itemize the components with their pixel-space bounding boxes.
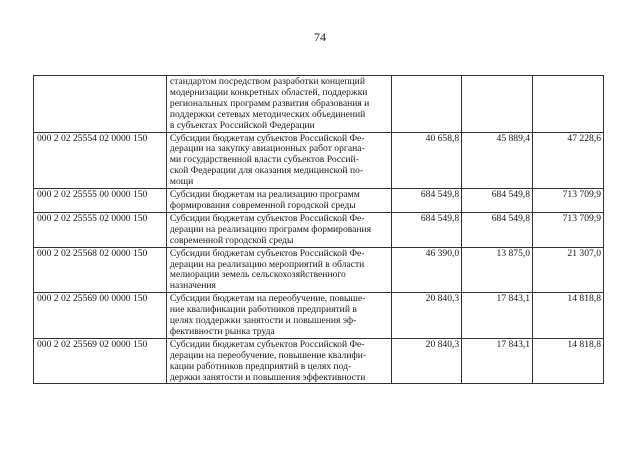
income-name-line: дерации на закупку авиационных работ органа- — [169, 143, 365, 155]
table-row — [34, 293, 604, 339]
income-name-line: ние квалификации работников предприятий в — [169, 304, 357, 316]
income-name-line: Субсидии бюджетам субъектов Российской Фе- — [169, 338, 365, 350]
budget-revenue-table — [33, 75, 604, 384]
income-name-line: формирования современной городской среды — [169, 199, 356, 211]
budget-code-cell: 000 2 02 25554 02 0000 150 — [34, 132, 167, 189]
amount-year-2-cell: 684 549,8 — [462, 212, 533, 247]
amount-year-1-cell: 46 390,0 — [392, 247, 462, 293]
income-name-line: кации работников предприятий в целях под- — [169, 360, 352, 372]
budget-code-cell: 000 2 02 25569 02 0000 150 — [34, 338, 167, 384]
table-row — [34, 76, 604, 133]
income-name-line: Субсидии бюджетам на реализацию программ — [169, 189, 360, 201]
income-name-line: дерации на переобучение, повышение квалифи- — [169, 349, 367, 361]
income-name-line: фективности рынка труда — [169, 325, 275, 337]
budget-code-cell: 000 2 02 25569 00 0000 150 — [34, 293, 167, 339]
amount-year-1-cell: 20 840,3 — [392, 293, 462, 339]
income-name-line: в субъектах Российской Федерации — [169, 119, 315, 131]
income-name-cell — [166, 212, 391, 247]
income-name-line: целях поддержки занятости и повышения эф- — [169, 315, 357, 327]
amount-year-1-cell: 20 840,3 — [392, 338, 462, 384]
income-name-line: ской Федерации для оказания медицинской по- — [169, 165, 364, 177]
amount-year-1-cell: 40 658,8 — [392, 132, 462, 189]
amount-year-3-cell: 713 709,9 — [533, 189, 604, 213]
amount-year-3-cell: 47 228,6 — [533, 132, 604, 189]
income-name-line: держки занятости и повышения эффективности — [169, 371, 366, 383]
income-name-line: стандартом посредством разработки концепций — [169, 76, 365, 87]
income-name-line: региональных программ развития образования и — [169, 97, 370, 109]
amount-year-2-cell: 17 843,1 — [462, 338, 533, 384]
amount-year-3-cell: 21 307,0 — [533, 247, 604, 293]
income-name-cell — [166, 76, 391, 133]
income-name-cell — [166, 189, 391, 213]
amount-year-1-cell — [392, 76, 462, 133]
amount-year-2-cell: 45 889,4 — [462, 132, 533, 189]
amount-year-3-cell: 14 818,8 — [533, 338, 604, 384]
amount-year-3-cell — [533, 76, 604, 133]
income-name-line: Субсидии бюджетам субъектов Российской Фе- — [169, 247, 365, 259]
amount-year-2-cell: 17 843,1 — [462, 293, 533, 339]
amount-year-3-cell: 713 709,9 — [533, 212, 604, 247]
income-name-line: дерации на реализацию мероприятий в области — [169, 258, 365, 270]
income-name-cell — [166, 293, 391, 339]
table-row — [34, 247, 604, 293]
income-name-line: поддержки сетевых методических объединений — [169, 108, 366, 120]
amount-year-2-cell: 13 875,0 — [462, 247, 533, 293]
income-name-line: мощи — [169, 176, 194, 188]
income-name-line: модернизации конкретных областей, поддержки — [169, 86, 368, 98]
amount-year-2-cell — [462, 76, 533, 133]
amount-year-1-cell: 684 549,8 — [392, 189, 462, 213]
income-name-line: современной городской среды — [169, 234, 294, 246]
income-name-cell — [166, 338, 391, 384]
budget-code-cell: 000 2 02 25555 00 0000 150 — [34, 189, 167, 213]
budget-code-cell: 000 2 02 25568 02 0000 150 — [34, 247, 167, 293]
table-body — [34, 76, 604, 384]
income-name-cell — [166, 247, 391, 293]
income-name-line: Субсидии бюджетам на переобучение, повыше- — [169, 293, 366, 305]
income-name-line: Субсидии бюджетам субъектов Российской Фе- — [169, 132, 365, 144]
budget-code-cell: 000 2 02 25555 02 0000 150 — [34, 212, 167, 247]
table-row — [34, 212, 604, 247]
budget-code-cell — [34, 76, 167, 133]
amount-year-2-cell: 684 549,8 — [462, 189, 533, 213]
amount-year-3-cell: 14 818,8 — [533, 293, 604, 339]
table-row — [34, 189, 604, 213]
income-name-line: дерации на реализацию программ формирования — [169, 223, 372, 235]
table-row — [34, 338, 604, 384]
income-name-line: ми государственной власти субъектов Россий- — [169, 154, 359, 166]
page-number: 74 — [314, 30, 326, 44]
income-name-line: Субсидии бюджетам субъектов Российской Фе- — [169, 212, 365, 224]
income-name-cell — [166, 132, 391, 189]
amount-year-1-cell: 684 549,8 — [392, 212, 462, 247]
income-name-line: мелиорации земель сельскохозяйственного — [169, 269, 346, 281]
table-row — [34, 132, 604, 189]
income-name-line: назначения — [169, 280, 216, 292]
